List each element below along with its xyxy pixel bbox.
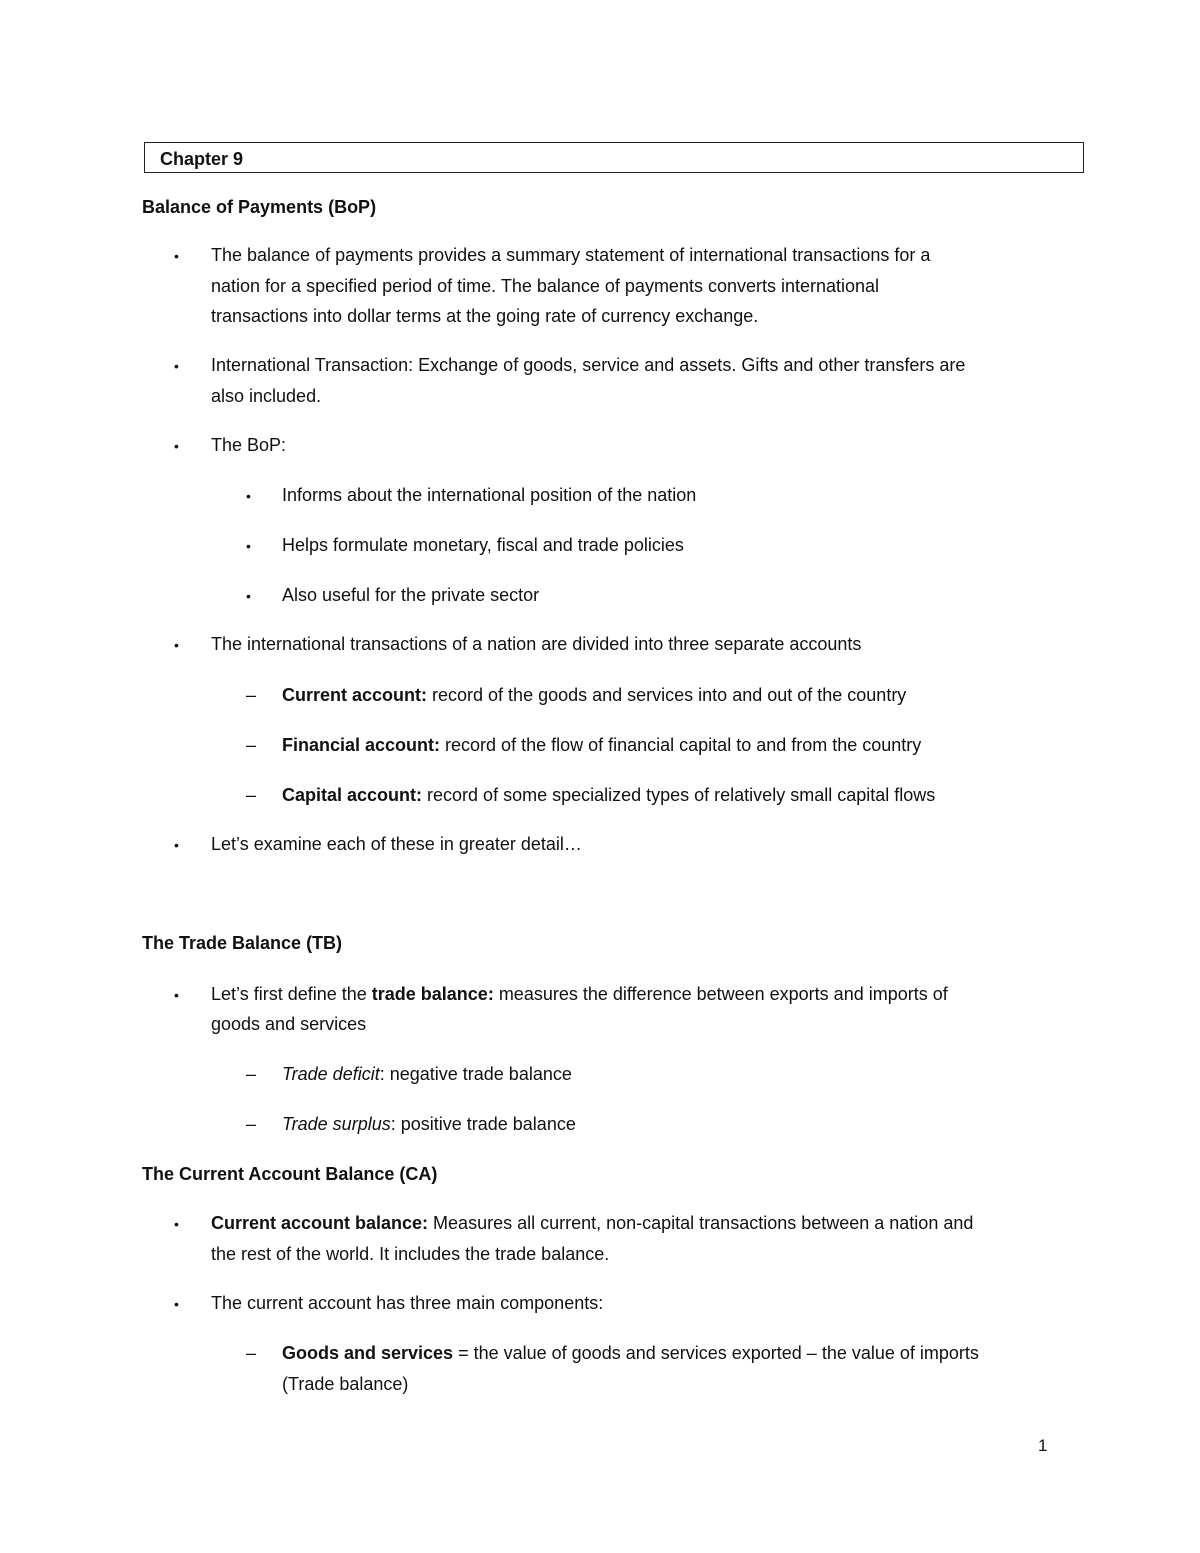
- bop-bullet-1-line-2: nation for a specified period of time. The balance of payments converts international: [211, 276, 880, 296]
- trade-deficit-text: : negative trade balance: [379, 1064, 572, 1084]
- account-financial: [282, 734, 921, 756]
- ca-bullet-1-term: Current account balance:: [211, 1213, 429, 1233]
- dash-marker: –: [246, 1343, 257, 1363]
- ca-bullet-1-post: Measures all current, non-capital transactions between a nation and: [428, 1213, 974, 1233]
- dash-marker: –: [246, 735, 257, 755]
- account-current: [282, 684, 906, 706]
- ca-goods-services-line-2: (Trade balance): [282, 1374, 409, 1394]
- dash-marker: –: [246, 685, 257, 705]
- tb-bullet-1-term: trade balance:: [371, 984, 494, 1004]
- account-current-term: Current account:: [282, 685, 428, 705]
- bop-sub-bullet-1: Informs about the international position of the nation: [282, 485, 697, 505]
- bop-bullet-2-line-2: also included.: [211, 386, 322, 406]
- bop-bullet-1-line-1: The balance of payments provides a summary statement of international transactions for a: [211, 245, 931, 265]
- tb-trade-surplus: [282, 1113, 576, 1135]
- bullet-marker: •: [246, 538, 251, 554]
- tb-bullet-1-line-1: [211, 983, 948, 1005]
- ca-goods-services-line-1: [282, 1342, 979, 1364]
- section-heading-tb: The Trade Balance (TB): [142, 933, 343, 953]
- bop-sub-bullet-3: Also useful for the private sector: [282, 585, 540, 605]
- bullet-marker: •: [174, 1296, 179, 1312]
- bop-bullet-4: The international transactions of a nation are divided into three separate accounts: [211, 634, 862, 654]
- bullet-marker: •: [174, 358, 179, 374]
- bop-bullet-3: The BoP:: [211, 435, 287, 455]
- ca-bullet-1-line-2: the rest of the world. It includes the trade balance.: [211, 1244, 610, 1264]
- ca-bullet-1-line-1: [211, 1212, 973, 1234]
- goods-services-text: = the value of goods and services exported – the value of imports: [453, 1343, 979, 1363]
- dash-marker: –: [246, 1064, 257, 1084]
- goods-services-term: Goods and services: [282, 1343, 454, 1363]
- bop-sub-bullet-2: Helps formulate monetary, fiscal and trade policies: [282, 535, 684, 555]
- bullet-marker: •: [174, 837, 179, 853]
- section-heading-ca: The Current Account Balance (CA): [142, 1164, 438, 1184]
- ca-bullet-2: The current account has three main components:: [211, 1293, 604, 1313]
- tb-bullet-1-post: measures the difference between exports and imports of: [493, 984, 948, 1004]
- bullet-marker: •: [174, 248, 179, 264]
- bullet-marker: •: [174, 987, 179, 1003]
- bullet-marker: •: [246, 588, 251, 604]
- trade-surplus-term: Trade surplus: [282, 1114, 391, 1134]
- bullet-marker: •: [174, 637, 179, 653]
- bop-bullet-1-line-3: transactions into dollar terms at the going rate of currency exchange.: [211, 306, 759, 326]
- dash-marker: –: [246, 1114, 257, 1134]
- tb-trade-deficit: [282, 1063, 572, 1085]
- account-current-text: record of the goods and services into and out of the country: [427, 685, 907, 705]
- account-financial-term: Financial account:: [282, 735, 441, 755]
- chapter-title-box: [144, 142, 1084, 173]
- chapter-title: Chapter 9: [160, 149, 244, 169]
- bop-bullet-2-line-1: International Transaction: Exchange of goods, service and assets. Gifts and other transfers are: [211, 355, 966, 375]
- bullet-marker: •: [246, 488, 251, 504]
- page-number: 1: [1038, 1436, 1048, 1455]
- bullet-marker: •: [174, 438, 179, 454]
- tb-bullet-1-line-2: goods and services: [211, 1014, 367, 1034]
- tb-bullet-1-pre: Let’s first define the: [211, 984, 372, 1004]
- bullet-marker: •: [174, 1216, 179, 1232]
- dash-marker: –: [246, 785, 257, 805]
- trade-deficit-term: Trade deficit: [282, 1064, 380, 1084]
- bop-bullet-5: Let’s examine each of these in greater detail…: [211, 834, 582, 854]
- account-capital: [282, 784, 935, 806]
- trade-surplus-text: : positive trade balance: [390, 1114, 576, 1134]
- account-capital-term: Capital account:: [282, 785, 423, 805]
- account-capital-text: record of some specialized types of relatively small capital flows: [422, 785, 936, 805]
- account-financial-text: record of the flow of financial capital to and from the country: [440, 735, 922, 755]
- section-heading-bop: Balance of Payments (BoP): [142, 197, 377, 217]
